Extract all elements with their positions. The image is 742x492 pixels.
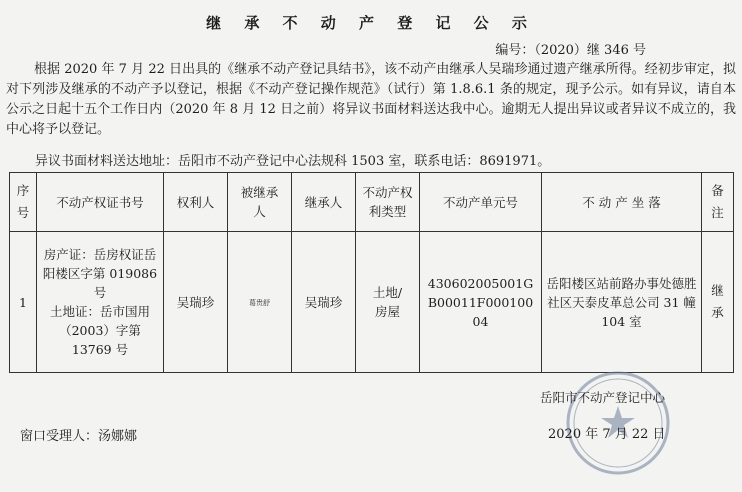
cell-remark: 继承 [702, 232, 734, 373]
header-unit: 不动产单元号 [420, 173, 542, 232]
cell-no: 1 [10, 232, 37, 373]
issue-date: 2020 年 7 月 22 日 [548, 427, 666, 442]
issuer-name: 岳阳市不动产登记中心 [540, 390, 666, 405]
header-decedent: 被继承人 [228, 173, 292, 232]
header-no: 序号 [10, 173, 37, 232]
cell-unit: 430602005001GB00011F00010004 [420, 232, 542, 373]
header-type: 不动产权利类型 [356, 173, 420, 232]
table-header-row [10, 173, 734, 232]
page-title: 继 承 不 动 产 登 记 公 示 [206, 14, 536, 32]
cell-decedent: 葛贵舒 [228, 232, 292, 373]
registration-table [9, 172, 734, 373]
cell-heir: 吴瑞珍 [292, 232, 356, 373]
document-number: 编号：（2020）继 346 号 [495, 43, 646, 58]
notice-paragraph: 根据 2020 年 7 月 22 日出具的《继承不动产登记具结书》，该不动产由继承人吴瑞珍通过遗产继承所得。经初步审定，拟对下列涉及继承的不动产予以登记，根据《不动产登记操作规范》（试行）第 1.8.6.1 条的规定，现予公示。如有异议，请自本公示之日起十五个工作日内（2020 年 8 月 12 日之前）将异议书面材料送达我中心。逾期无人提出异议或者异议不成立的，我中心将予以登记。 [6, 62, 736, 137]
objection-address: 异议书面材料送达地址：岳阳市不动产登记中心法规科 1503 室，联系电话：8691971。 [35, 154, 551, 169]
cert-land: 土地证：岳市国用（2003）字第 13769 号 [49, 304, 150, 357]
header-heir: 继承人 [292, 173, 356, 232]
header-cert: 不动产权证书号 [37, 173, 164, 232]
cell-owner: 吴瑞珍 [164, 232, 228, 373]
cell-cert [37, 232, 164, 373]
header-location: 不 动 产 坐 落 [542, 173, 702, 232]
table-row [10, 232, 734, 373]
header-remark: 备注 [702, 173, 734, 232]
window-receiver: 窗口受理人：汤娜娜 [20, 429, 138, 444]
cell-location: 岳阳楼区站前路办事处德胜社区天泰皮革总公司 31 幢 104 室 [542, 232, 702, 373]
header-owner: 权利人 [164, 173, 228, 232]
cert-house: 房产证：岳房权证岳阳楼区字第 019086 号 [42, 247, 158, 300]
cell-type: 土地/房屋 [356, 232, 420, 373]
